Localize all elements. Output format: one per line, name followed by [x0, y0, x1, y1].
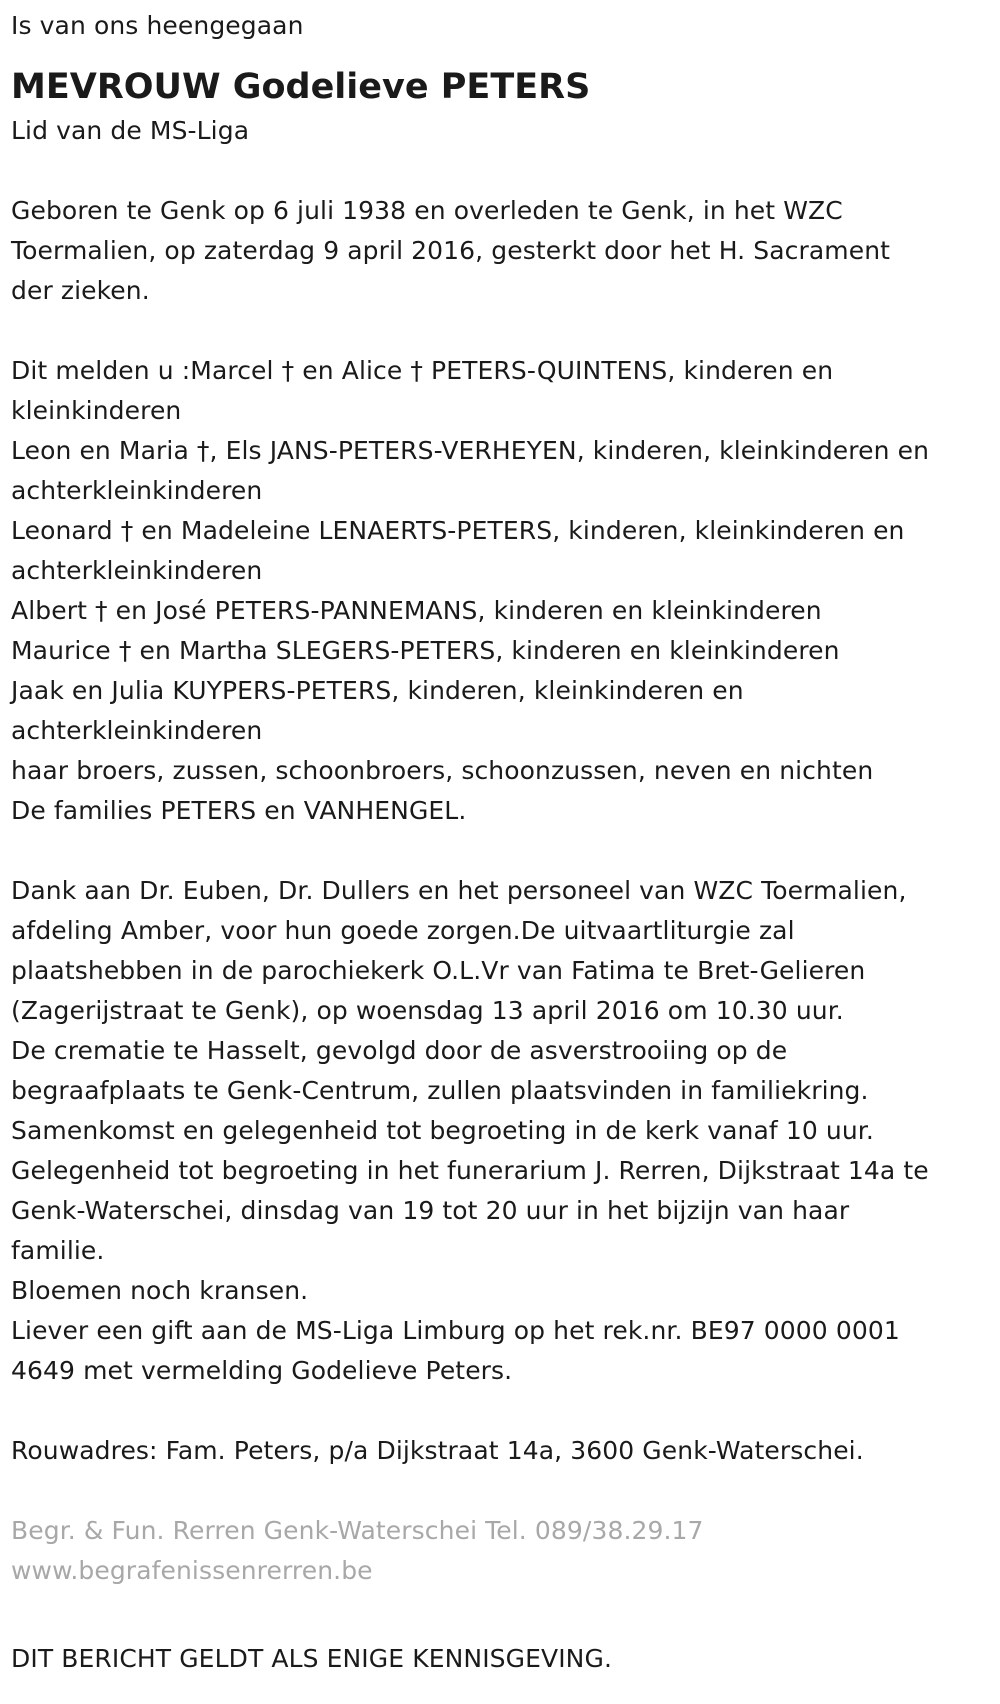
details-line: afdeling Amber, voor hun goede zorgen.De uitvaartliturgie zal	[11, 916, 795, 945]
family-line: achterkleinkinderen	[11, 556, 263, 585]
funeral-home-website[interactable]: www.begrafenissenrerren.be	[11, 1556, 373, 1585]
family-paragraph	[11, 351, 989, 831]
details-line: Gelegenheid tot begroeting in het funerarium J. Rerren, Dijkstraat 14a te	[11, 1156, 929, 1185]
family-line: achterkleinkinderen	[11, 716, 263, 745]
membership-text: Lid van de MS-Liga	[11, 116, 250, 145]
paragraph-line: Toermalien, op zaterdag 9 april 2016, gesterkt door het H. Sacrament	[11, 236, 891, 265]
family-line: Jaak en Julia KUYPERS-PETERS, kinderen, kleinkinderen en	[11, 676, 744, 705]
birth-death-paragraph	[11, 191, 989, 311]
details-line: Liever een gift aan de MS-Liga Limburg op het rek.nr. BE97 0000 0001	[11, 1316, 900, 1345]
details-line: plaatshebben in de parochiekerk O.L.Vr van Fatima te Bret-Gelieren	[11, 956, 866, 985]
details-line: Samenkomst en gelegenheid tot begroeting in de kerk vanaf 10 uur.	[11, 1116, 874, 1145]
deceased-name: MEVROUW Godelieve PETERS	[11, 67, 591, 107]
family-line: Dit melden u :Marcel † en Alice † PETERS-QUINTENS, kinderen en	[11, 356, 834, 385]
mourning-address: Rouwadres: Fam. Peters, p/a Dijkstraat 14a, 3600 Genk-Waterschei.	[11, 1436, 864, 1465]
paragraph-line: Geboren te Genk op 6 juli 1938 en overleden te Genk, in het WZC	[11, 196, 843, 225]
family-line: De families PETERS en VANHENGEL.	[11, 796, 467, 825]
family-line: Leon en Maria †, Els JANS-PETERS-VERHEYEN, kinderen, kleinkinderen en	[11, 436, 930, 465]
family-line: Maurice † en Martha SLEGERS-PETERS, kinderen en kleinkinderen	[11, 636, 840, 665]
details-line: 4649 met vermelding Godelieve Peters.	[11, 1356, 513, 1385]
details-line: (Zagerijstraat te Genk), op woensdag 13 april 2016 om 10.30 uur.	[11, 996, 844, 1025]
details-line: familie.	[11, 1236, 105, 1265]
details-paragraph	[11, 871, 989, 1391]
family-line: Albert † en José PETERS-PANNEMANS, kinderen en kleinkinderen	[11, 596, 822, 625]
funeral-home-line: Begr. & Fun. Rerren Genk-Waterschei Tel. 089/38.29.17	[11, 1516, 704, 1545]
family-line: kleinkinderen	[11, 396, 182, 425]
details-line: begraafplaats te Genk-Centrum, zullen plaatsvinden in familiekring.	[11, 1076, 869, 1105]
notice-statement: DIT BERICHT GELDT ALS ENIGE KENNISGEVING.	[11, 1644, 612, 1673]
details-line: Genk-Waterschei, dinsdag van 19 tot 20 uur in het bijzijn van haar	[11, 1196, 850, 1225]
details-line: Bloemen noch kransen.	[11, 1276, 309, 1305]
family-line: haar broers, zussen, schoonbroers, schoonzussen, neven en nichten	[11, 756, 874, 785]
details-line: De crematie te Hasselt, gevolgd door de asverstrooiing op de	[11, 1036, 788, 1065]
intro-text: Is van ons heengegaan	[11, 11, 304, 40]
paragraph-line: der zieken.	[11, 276, 150, 305]
family-line: achterkleinkinderen	[11, 476, 263, 505]
family-line: Leonard † en Madeleine LENAERTS-PETERS, kinderen, kleinkinderen en	[11, 516, 905, 545]
details-line: Dank aan Dr. Euben, Dr. Dullers en het personeel van WZC Toermalien,	[11, 876, 907, 905]
